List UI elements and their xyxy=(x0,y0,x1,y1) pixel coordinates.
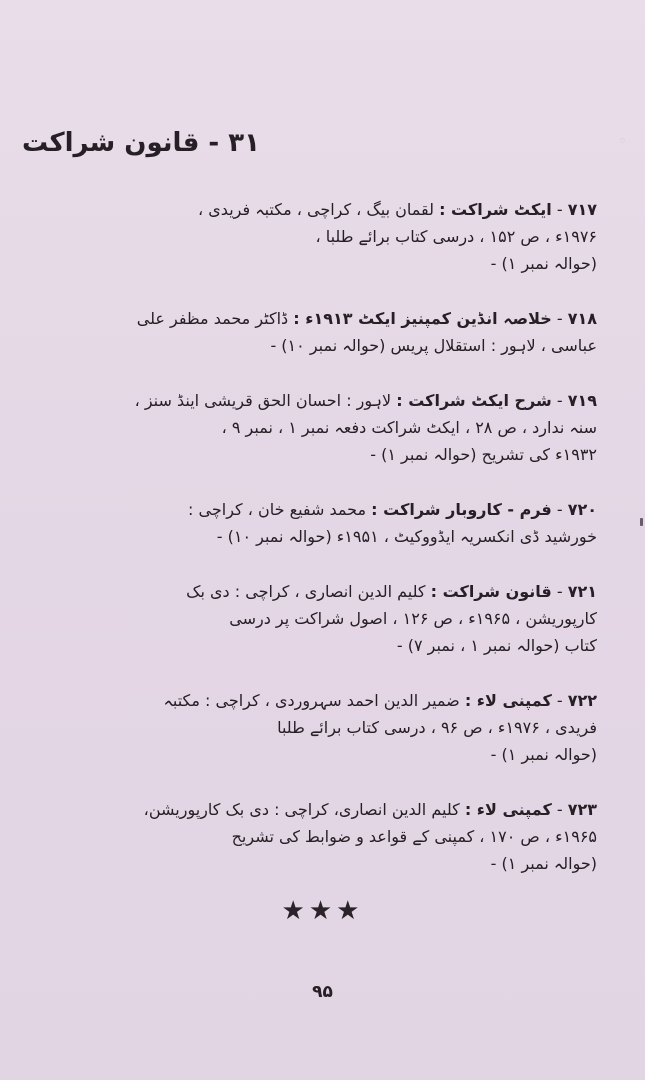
chapter-title: ۳۱ - قانون شراکت xyxy=(21,128,260,158)
entry-title: خلاصہ انڈین کمپنیز ایکٹ ۱۹۱۳ء : xyxy=(293,309,552,328)
entry-text: کلیم الدین انصاری، کراچی : دی بک کارپوریشن، xyxy=(143,800,460,819)
entry-dash: - xyxy=(551,800,563,819)
entry-number: ۷۱۸ xyxy=(567,309,597,328)
bibliography-entry xyxy=(52,578,597,659)
show-through-text: ◦ xyxy=(618,132,627,150)
bibliography-entry xyxy=(52,387,597,468)
bibliography-entry xyxy=(52,196,597,277)
entry-title: فرم - کاروبار شراکت : xyxy=(371,500,552,519)
entry-text: ۱۹۳۲ء کی تشریح (حوالہ نمبر ۱) - xyxy=(370,445,597,464)
entry-dash: - xyxy=(551,309,563,328)
bibliography-list xyxy=(52,196,597,905)
entry-number: ۷۲۲ xyxy=(567,691,597,710)
entry-number: ۷۱۷ xyxy=(567,200,597,219)
entry-title: کمپنی لاء : xyxy=(464,800,552,819)
entry-first-line xyxy=(52,387,597,414)
entry-dash: - xyxy=(551,200,563,219)
entry-text: (حوالہ نمبر ۱) - xyxy=(490,745,597,764)
entry-first-line xyxy=(52,496,597,523)
entry-text: خورشید ڈی انکسریہ ایڈووکیٹ ، ۱۹۵۱ء (حوالہ نمبر ۱۰) - xyxy=(216,527,597,546)
entry-text: لقمان بیگ ، کراچی ، مکتبہ فریدی ، xyxy=(198,200,434,219)
entry-number: ۷۲۳ xyxy=(567,800,597,819)
entry-first-line xyxy=(52,305,597,332)
entry-text: ۱۹۶۵ء ، ص ۱۷۰ ، کمپنی کے قواعد و ضوابط کی تشریح xyxy=(231,827,597,846)
entry-text: (حوالہ نمبر ۱) - xyxy=(490,854,597,873)
bibliography-entry xyxy=(52,796,597,877)
entry-title: شرح ایکٹ شراکت : xyxy=(396,391,552,410)
entry-dash: - xyxy=(551,582,563,601)
entry-first-line xyxy=(52,196,597,223)
entry-first-line xyxy=(52,687,597,714)
entry-number: ۷۲۱ xyxy=(567,582,597,601)
page-number: ۹۵ xyxy=(312,982,333,1002)
page-edge-mark xyxy=(640,518,643,526)
bibliography-entry xyxy=(52,305,597,359)
entry-dash: - xyxy=(551,391,563,410)
entry-number: ۷۲۰ xyxy=(567,500,597,519)
entry-title: کمپنی لاء : xyxy=(464,691,552,710)
entry-title: قانون شراکت : xyxy=(430,582,552,601)
entry-dash: - xyxy=(551,691,563,710)
entry-first-line xyxy=(52,578,597,605)
entry-text: ضمیر الدین احمد سہروردی ، کراچی : مکتبہ xyxy=(163,691,460,710)
entry-text: لاہور : احسان الحق قریشی اینڈ سنز ، xyxy=(134,391,392,410)
entry-text: عباسی ، لاہور : استقلال پریس (حوالہ نمبر ۱۰) - xyxy=(270,336,597,355)
entry-text: (حوالہ نمبر ۱) - xyxy=(490,254,597,273)
entry-text: ۱۹۷۶ء ، ص ۱۵۲ ، درسی کتاب برائے طلبا ، xyxy=(315,227,597,246)
entry-text: کارپوریشن ، ۱۹۶۵ء ، ص ۱۲۶ ، اصول شراکت پر درسی xyxy=(229,609,597,628)
entry-first-line xyxy=(52,796,597,823)
entry-number: ۷۱۹ xyxy=(567,391,597,410)
bibliography-entry xyxy=(52,496,597,550)
bibliography-entry xyxy=(52,687,597,768)
entry-title: ایکٹ شراکت : xyxy=(439,200,552,219)
entry-text: کلیم الدین انصاری ، کراچی : دی بک xyxy=(186,582,426,601)
entry-text: فریدی ، ۱۹۷۶ء ، ص ۹۶ ، درسی کتاب برائے طلبا xyxy=(277,718,597,737)
entry-text: ڈاکٹر محمد مظفر علی xyxy=(136,309,289,328)
entry-dash: - xyxy=(551,500,563,519)
entry-text: محمد شفیع خان ، کراچی : xyxy=(188,500,367,519)
section-end-ornament: ★★★ xyxy=(281,896,364,926)
entry-text: سنہ ندارد ، ص ۲۸ ، ایکٹ شراکت دفعہ نمبر ۱ ، نمبر ۹ ، xyxy=(221,418,597,437)
entry-text: کتاب (حوالہ نمبر ۱ ، نمبر ۷) - xyxy=(396,636,597,655)
